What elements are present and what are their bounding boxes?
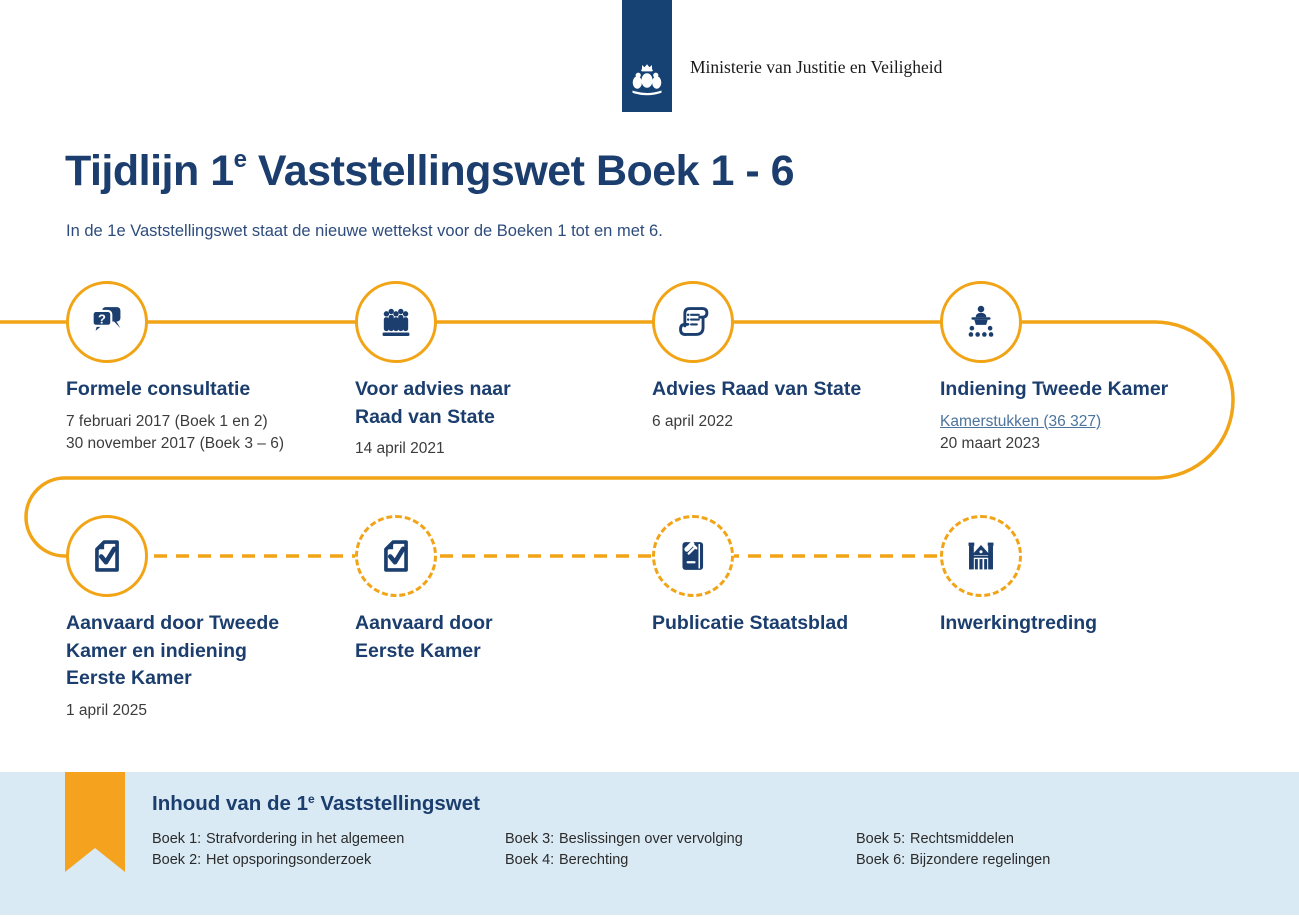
milestone-circle	[652, 281, 734, 363]
page-title: Tijdlijn 1e Vaststellingswet Boek 1 - 6	[65, 146, 795, 195]
book-item	[152, 850, 404, 871]
milestone-circle	[66, 281, 148, 363]
book-item	[505, 850, 743, 871]
milestone-circle	[652, 515, 734, 597]
ministry-name: Ministerie van Justitie en Veiligheid	[690, 57, 943, 77]
svg-text:?: ?	[97, 311, 106, 327]
book-label: Boek 6:	[856, 851, 906, 868]
milestone-publicatie-staatsblad	[652, 515, 952, 638]
book-list-column-1	[152, 829, 404, 870]
book-label: Boek 2:	[152, 851, 202, 868]
council-people-icon	[373, 299, 419, 345]
law-book-gavel-icon	[670, 533, 716, 579]
book-label: Boek 5:	[856, 831, 906, 847]
milestone-circle	[66, 515, 148, 597]
milestone-dates: 7 februari 2017 (Boek 1 en 2) 30 november 2017 (Boek 3 – 6)	[66, 412, 284, 452]
milestone-circle	[355, 515, 437, 597]
milestone-voor-advies-raad-van-state	[355, 281, 655, 460]
page-subtitle: In de 1e Vaststellingswet staat de nieuwe wettekst voor de Boeken 1 tot en met 6.	[66, 222, 663, 240]
kamerstukken-link[interactable]: Kamerstukken (36 327)	[940, 412, 1102, 430]
book-list-column-3	[856, 829, 1050, 870]
milestone-circle	[355, 281, 437, 363]
band-title-superscript: e	[308, 792, 315, 806]
book-text: Beslissingen over vervolging	[559, 831, 743, 847]
band-title: Inhoud van de 1e Vaststellingswet	[152, 792, 480, 815]
milestone-title: Publicatie Staatsblad	[652, 612, 849, 634]
lectern-speaker-icon	[958, 299, 1004, 345]
milestone-title: Aanvaard door Tweede Kamer en indiening Eerste Kamer	[66, 612, 280, 689]
milestone-title: Voor advies naar Raad van State	[355, 378, 511, 428]
milestone-inwerkingtreding	[940, 515, 1240, 638]
milestone-title: Advies Raad van State	[652, 378, 862, 400]
speech-bubbles-question-icon	[84, 299, 130, 345]
book-item	[856, 829, 1050, 850]
government-building-icon	[958, 533, 1004, 579]
document-check-icon	[84, 533, 130, 579]
document-check-icon	[373, 533, 419, 579]
title-superscript: e	[233, 146, 247, 173]
milestone-indiening-tweede-kamer	[940, 281, 1240, 455]
milestone-title: Formele consultatie	[66, 378, 251, 400]
milestone-aanvaard-eerste-kamer	[355, 515, 655, 665]
book-text: Berechting	[559, 851, 629, 868]
milestone-aanvaard-tweede-kamer	[66, 515, 366, 722]
book-label: Boek 1:	[152, 831, 202, 847]
book-text: Rechtsmiddelen	[910, 831, 1014, 847]
milestone-advies-raad-van-state	[652, 281, 952, 433]
milestone-title: Indiening Tweede Kamer	[940, 378, 1169, 400]
book-label: Boek 3:	[505, 831, 555, 847]
book-list-column-2	[505, 829, 743, 870]
book-item	[152, 829, 404, 850]
book-item	[505, 829, 743, 850]
milestone-circle	[940, 515, 1022, 597]
milestone-dates: 20 maart 2023	[940, 434, 1040, 452]
book-text: Bijzondere regelingen	[910, 851, 1051, 868]
milestone-title: Inwerkingtreding	[940, 612, 1098, 634]
book-text: Het opsporingsonderzoek	[206, 851, 372, 868]
milestone-title: Aanvaard door Eerste Kamer	[355, 612, 493, 662]
milestone-dates: 6 april 2022	[652, 412, 734, 430]
milestone-dates: 14 april 2021	[355, 440, 445, 457]
milestone-dates: 1 april 2025	[66, 701, 148, 719]
milestone-circle	[940, 281, 1022, 363]
book-text: Strafvordering in het algemeen	[206, 831, 405, 847]
milestone-formele-consultatie	[66, 281, 366, 455]
book-label: Boek 4:	[505, 851, 555, 868]
scroll-icon	[670, 299, 716, 345]
dutch-coat-of-arms-icon	[625, 60, 669, 102]
book-item	[856, 850, 1050, 871]
